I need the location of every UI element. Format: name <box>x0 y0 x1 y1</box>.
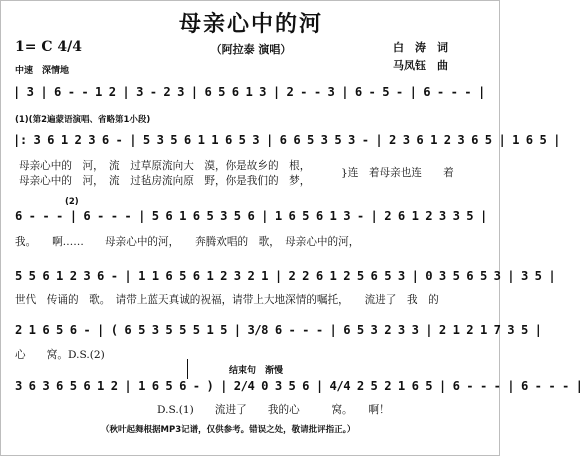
transcription-footer: （秋叶起舞根据MP3记谱，仅供参考。错误之处，敬请批评指正。） <box>101 425 356 435</box>
score-line-2: |: 3 6 1 2 3 6 - | 5 3 5 6 1 1 6 5 3 | 6 6 5 3 5 3 - | 2 3 6 1 2 3 6 5 | 1 6 5 | <box>13 133 560 147</box>
ending-label: 结束句 渐慢 <box>229 366 284 376</box>
tempo-marking: 中速 深情地 <box>15 66 70 76</box>
lyricist-credit: 白 涛 词 <box>393 41 448 54</box>
key-signature: 1= C 4/4 <box>15 39 82 55</box>
score-line-3: 6 - - - | 6 - - - | 5 6 1 6 5 3 5 6 | 1 6 5 6 1 3 - | 2 6 1 2 3 3 5 | <box>15 209 487 223</box>
composer-credit: 马凤钰 曲 <box>393 59 448 72</box>
ending-bracket <box>187 359 188 379</box>
song-title: 母亲心中的河 <box>178 11 323 37</box>
performer-credit: （阿拉泰 演唱） <box>210 43 292 56</box>
lyrics-line-4: 世代 传诵的 歌。 请带上蓝天真诚的祝福，请带上大地深情的嘱托， 流进了 我 的 <box>15 294 439 306</box>
score-line-5: 2 1 6 5 6 - | ( 6 5 3 5 5 5 1 5 | 3/8 6 - - - | 6 5 3 2 3 3 | 2 1 2 1 7 3 5 | <box>15 323 542 337</box>
section-note-2: (2) <box>65 197 79 207</box>
lyrics-line-3: 我。 啊…… 母亲心中的河， 奔腾欢唱的 歌， 母亲心中的河， <box>15 236 360 248</box>
lyrics-brace-line: }连 着母亲也连 着 <box>341 167 454 179</box>
lyrics-line-5: 心 窝。D.S.(2) <box>15 349 105 361</box>
score-line-6: 3 6 3 6 5 6 1 2 | 1 6 5 6 - ) | 2/4 0 3 5 6 | 4/4 2 5 2 1 6 5 | 6 - - - | 6 - - - | <box>15 379 583 393</box>
section-note-1: (1)(第2遍蒙语演唱、省略第1小段) <box>15 115 151 125</box>
lyrics-line-2b: 母亲心中的 河， 流 过毡房流向原 野，你是我们的 梦， <box>19 175 311 187</box>
lyrics-line-2a: 母亲心中的 河， 流 过草原流向大 漠，你是故乡的 根， <box>19 160 311 172</box>
lyrics-line-6: D.S.(1) 流进了 我的心 窝。 啊！ <box>157 404 390 416</box>
score-line-4: 5 5 6 1 2 3 6 - | 1 1 6 5 6 1 2 3 2 1 | 2 2 6 1 2 5 6 5 3 | 0 3 5 6 5 3 | 3 5 | <box>15 269 556 283</box>
score-line-1: | 3 | 6 - - 1 2 | 3 - 2 3 | 6 5 6 1 3 | 2 - - 3 | 6 - 5 - | 6 - - - | <box>13 85 485 99</box>
